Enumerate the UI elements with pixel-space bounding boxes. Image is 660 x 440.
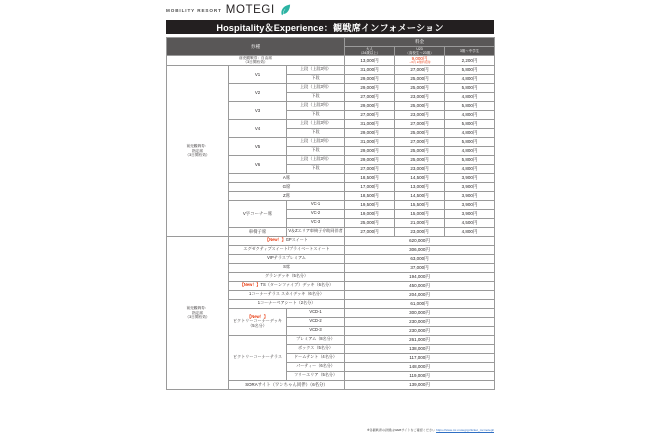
child-price: 5,800円 (445, 83, 495, 92)
vct-price: 119,000円 (345, 371, 495, 380)
vcd-name: VCD-3 (287, 326, 345, 335)
tier-label: 下段 (287, 110, 345, 119)
tier-label: 下段 (287, 128, 345, 137)
vct-name: ボックス（5名分） (287, 344, 345, 353)
vcd-name: VCD-1 (287, 308, 345, 317)
sora-name: SORAサイト（ワンちゃん同伴）（6名分） (229, 380, 345, 389)
vct-name: プレミアム（8名分） (287, 335, 345, 344)
table-row (167, 65, 495, 74)
child-price: 4,800円 (445, 128, 495, 137)
hospitality-price: 63,000円 (345, 254, 495, 263)
free-seat-adult-price: 13,000円 (345, 56, 395, 66)
tier-label: 上段（上段3列） (287, 119, 345, 128)
ticket-price-table (166, 37, 495, 390)
vcorner-name: VC-2 (287, 209, 345, 218)
grandstand-name: V5 (229, 137, 287, 155)
u23-price: 25,000円 (395, 74, 445, 83)
hospitality-name: S席 (229, 263, 345, 272)
adult-price: 29,000円 (345, 101, 395, 110)
vct-name: フリーエリア（5名分） (287, 371, 345, 380)
child-price: 3,900円 (445, 209, 495, 218)
u23-price: 21,000円 (395, 218, 445, 227)
vct-price: 138,000円 (345, 344, 495, 353)
hospitality-name: グランデッキ（5名分） (229, 272, 345, 281)
child-price: 5,800円 (445, 65, 495, 74)
table-header-row-1 (167, 38, 495, 47)
hospitality-name: 【New！】GPスイート (229, 236, 345, 245)
free-seat-child-price: 2,200円 (445, 56, 495, 66)
hospitality-price: 450,000円 (345, 281, 495, 290)
u23-price: 25,000円 (395, 146, 445, 155)
u23-price: 27,000円 (395, 137, 445, 146)
brand-logo (166, 4, 291, 16)
page-title: Hospitality＆Experience：観戦席インフォメーション (166, 20, 494, 34)
hospitality-price: 620,000円 (345, 236, 495, 245)
adult-price: 19,500円 (345, 200, 395, 209)
seat-name: A席 (229, 173, 345, 182)
wheelchair-group: 車椅子席 (229, 227, 287, 236)
child-price: 4,800円 (445, 110, 495, 119)
hospitality-price: 37,000円 (345, 263, 495, 272)
vcd-price: 230,000円 (345, 317, 495, 326)
adult-price: 29,000円 (345, 74, 395, 83)
vct-name: パーティー（6名分） (287, 362, 345, 371)
u23-price: 27,000円 (395, 119, 445, 128)
adult-price: 31,000円 (345, 137, 395, 146)
adult-price: 27,000円 (345, 92, 395, 101)
leaf-icon (280, 4, 291, 16)
child-price: 4,800円 (445, 164, 495, 173)
u23-price: 14,500円 (395, 191, 445, 200)
vcd-price: 230,000円 (345, 326, 495, 335)
child-price: 3,900円 (445, 182, 495, 191)
u23-price: 25,000円 (395, 128, 445, 137)
hospitality-name: 【New！】TS（ターンファイブ）デッキ（6名分） (229, 281, 345, 290)
vcd-price: 300,000円 (345, 308, 495, 317)
row-free-seat (167, 56, 495, 66)
adult-price: 18,500円 (345, 191, 395, 200)
adult-price: 27,000円 (345, 227, 395, 236)
vct-price: 261,000円 (345, 335, 495, 344)
child-price: 4,800円 (445, 227, 495, 236)
hospitality-name: 1コーナーペアシート（2名分） (229, 299, 345, 308)
grandstand-name: V1 (229, 65, 287, 83)
child-price: 3,900円 (445, 173, 495, 182)
vct-name: ドームテント（4名分） (287, 353, 345, 362)
u23-price: 25,000円 (395, 83, 445, 92)
vcorner-name: VC-3 (287, 218, 345, 227)
child-price: 3,900円 (445, 191, 495, 200)
table-row (167, 236, 495, 245)
vct-price: 117,000円 (345, 353, 495, 362)
u23-price: 13,000円 (395, 182, 445, 191)
child-price: 4,800円 (445, 92, 495, 101)
vcd-group: 【New！】 ビクトリーコーナーデッキ （5名分） (229, 308, 287, 335)
u23-price: 23,000円 (395, 227, 445, 236)
adult-price: 29,000円 (345, 128, 395, 137)
u23-price: 23,000円 (395, 92, 445, 101)
vct-group: ビクトリーコーナーテラス (229, 335, 287, 380)
reserved-section-label-2: 前売観戦券： 指定席 （3日間有効） (167, 236, 229, 389)
header-u23: U23 （高校生～23歳） (395, 47, 445, 56)
vcd-name: VCD-2 (287, 317, 345, 326)
child-price: 5,800円 (445, 119, 495, 128)
grandstand-name: V2 (229, 83, 287, 101)
adult-price: 27,000円 (345, 164, 395, 173)
adult-price: 29,000円 (345, 146, 395, 155)
reserved-section-label: 前売観戦券： 指定席 （3日間有効） (167, 65, 229, 236)
adult-price: 31,000円 (345, 65, 395, 74)
footnote-text: ※各観戦席の詳細はWEBサイトをご確認ください (366, 428, 437, 432)
hospitality-name: エグゼクティブスイート/プライベートスイート (229, 245, 345, 254)
adult-price: 31,000円 (345, 119, 395, 128)
adult-price: 29,000円 (345, 155, 395, 164)
child-price: 4,500円 (445, 218, 495, 227)
child-price: 3,900円 (445, 200, 495, 209)
seat-name: Z席 (229, 191, 345, 200)
u23-price: 25,000円 (395, 155, 445, 164)
header-adult: 大人 （24歳以上） (345, 47, 395, 56)
footnote-link[interactable]: https://www.mr-motegi.jp/ticket_mcmotegi/ (436, 428, 494, 432)
u23-price: 25,000円 (395, 101, 445, 110)
u23-price: 14,500円 (395, 173, 445, 182)
footnote (166, 427, 494, 432)
header-ticket-type: 券種 (167, 38, 345, 56)
adult-price: 29,000円 (345, 83, 395, 92)
tier-label: 下段 (287, 146, 345, 155)
tier-label: 上段（上段3列） (287, 155, 345, 164)
tier-label: 下段 (287, 74, 345, 83)
adult-price: 18,500円 (345, 173, 395, 182)
child-price: 5,800円 (445, 137, 495, 146)
child-price: 4,800円 (445, 146, 495, 155)
adult-price: 27,000円 (345, 110, 395, 119)
u23-price: 15,000円 (395, 209, 445, 218)
sora-price: 139,000円 (345, 380, 495, 389)
tier-label: 上段（上段3列） (287, 83, 345, 92)
hospitality-name: VIPテラスプレミアム (229, 254, 345, 263)
hospitality-price: 194,000円 (345, 272, 495, 281)
hospitality-price: 204,000円 (345, 290, 495, 299)
tier-label: 上段（上段3列） (287, 65, 345, 74)
tier-label: 上段（上段3列） (287, 101, 345, 110)
free-seat-u23-price: 9,000円 →0円 ※無料招待 (395, 56, 445, 66)
hospitality-price: 306,000円 (345, 245, 495, 254)
header-price-group: 料金 (345, 38, 495, 47)
child-price: 5,800円 (445, 101, 495, 110)
free-seat-label: 前売観戦券：自由席 （3日間有効） (167, 56, 345, 66)
vct-price: 148,000円 (345, 362, 495, 371)
u23-price: 23,000円 (395, 164, 445, 173)
adult-price: 17,000円 (345, 182, 395, 191)
adult-price: 19,000円 (345, 209, 395, 218)
tier-label: 上段（上段3列） (287, 137, 345, 146)
child-price: 5,800円 (445, 155, 495, 164)
tier-label: 下段 (287, 164, 345, 173)
u23-price: 15,500円 (395, 200, 445, 209)
wheelchair-name: V＆Zエリア車椅子介助同伴者 (287, 227, 345, 236)
hospitality-name: 1コーナーテラス スカイデッキ（6名分） (229, 290, 345, 299)
adult-price: 25,000円 (345, 218, 395, 227)
child-price: 4,800円 (445, 74, 495, 83)
brand-subtitle: MOBILITY RESORT (166, 7, 222, 13)
grandstand-name: V4 (229, 119, 287, 137)
vcorner-group: V字コーナー席 (229, 200, 287, 227)
u23-price: 23,000円 (395, 110, 445, 119)
seat-name: G席 (229, 182, 345, 191)
vcorner-name: VC-1 (287, 200, 345, 209)
hospitality-price: 61,000円 (345, 299, 495, 308)
grandstand-name: V6 (229, 155, 287, 173)
grandstand-name: V3 (229, 101, 287, 119)
header-child: 3歳～中学生 (445, 47, 495, 56)
u23-price: 27,000円 (395, 65, 445, 74)
tier-label: 下段 (287, 92, 345, 101)
brand-title: MOTEGI (225, 4, 275, 16)
